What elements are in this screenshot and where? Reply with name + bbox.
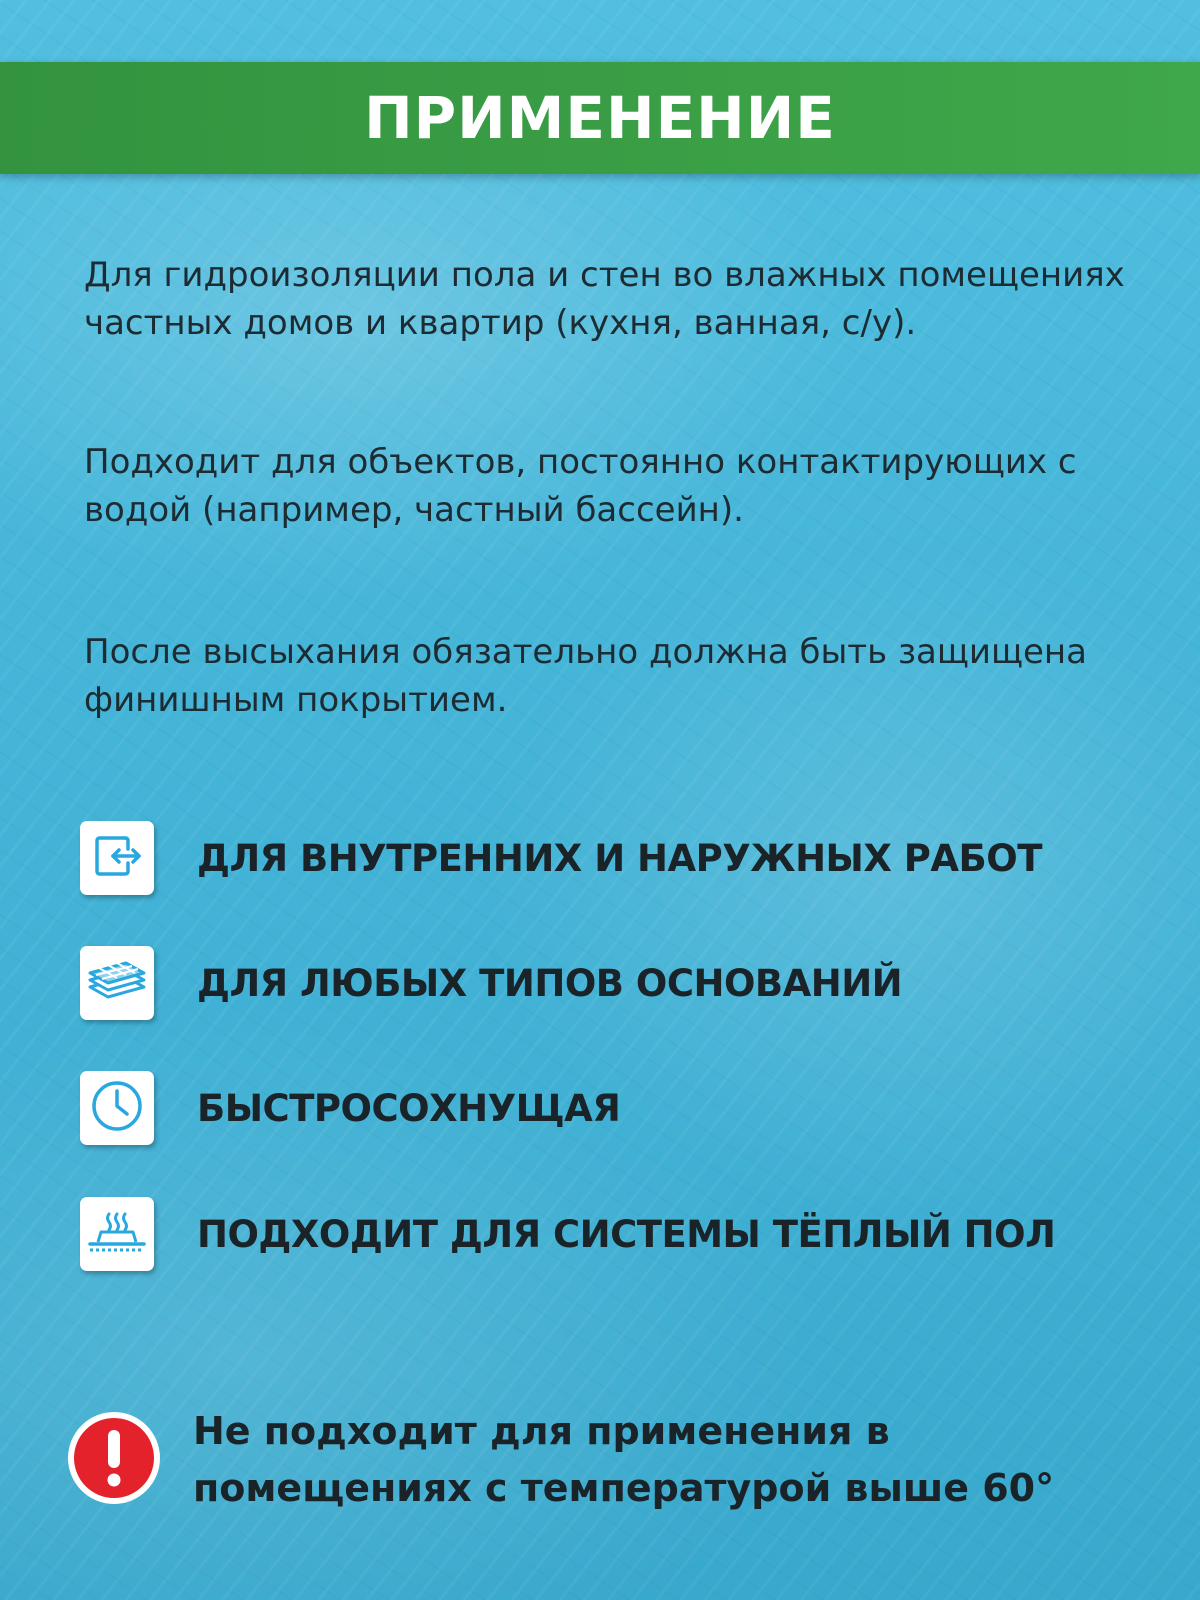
feature-item-indoor-outdoor — [80, 821, 1180, 897]
feature-icon-box — [80, 821, 154, 895]
feature-icon-box — [80, 946, 154, 1020]
exit-arrow-icon — [89, 828, 145, 888]
feature-icon-box — [80, 1197, 154, 1271]
page-title: ПРИМЕНЕНИЕ — [364, 84, 836, 152]
header-banner — [0, 62, 1200, 174]
paragraph-usage: Для гидроизоляции пола и стен во влажных помещениях частных домов и квартир (кухня, ванная, с/у). — [84, 255, 1125, 343]
feature-label: ДЛЯ ВНУТРЕННИХ И НАРУЖНЫХ РАБОТ — [197, 837, 1042, 880]
feature-label: ДЛЯ ЛЮБЫХ ТИПОВ ОСНОВАНИЙ — [197, 962, 903, 1005]
feature-icon-box — [80, 1071, 154, 1145]
warning-text: Не подходит для применения в помещениях с температурой выше 60° — [193, 1409, 1055, 1510]
heated-floor-icon — [85, 1204, 149, 1264]
feature-label: БЫСТРОСОХНУЩАЯ — [197, 1087, 621, 1130]
feature-label: ПОДХОДИТ ДЛЯ СИСТЕМЫ ТЁПЛЫЙ ПОЛ — [197, 1213, 1056, 1256]
feature-item-fast-drying — [80, 1071, 1180, 1147]
layers-icon — [86, 953, 148, 1013]
clock-icon — [89, 1078, 145, 1138]
temperature-warning — [66, 1405, 1176, 1545]
feature-item-heated-floor — [80, 1197, 1180, 1273]
paragraph-finish-coating: После высыхания обязательно должна быть защищена финишным покрытием. — [84, 632, 1087, 720]
paragraph-water-contact: Подходит для объектов, постоянно контактирующих с водой (например, частный бассейн). — [84, 442, 1077, 530]
exclamation-icon — [66, 1410, 162, 1506]
feature-item-any-base — [80, 946, 1180, 1022]
